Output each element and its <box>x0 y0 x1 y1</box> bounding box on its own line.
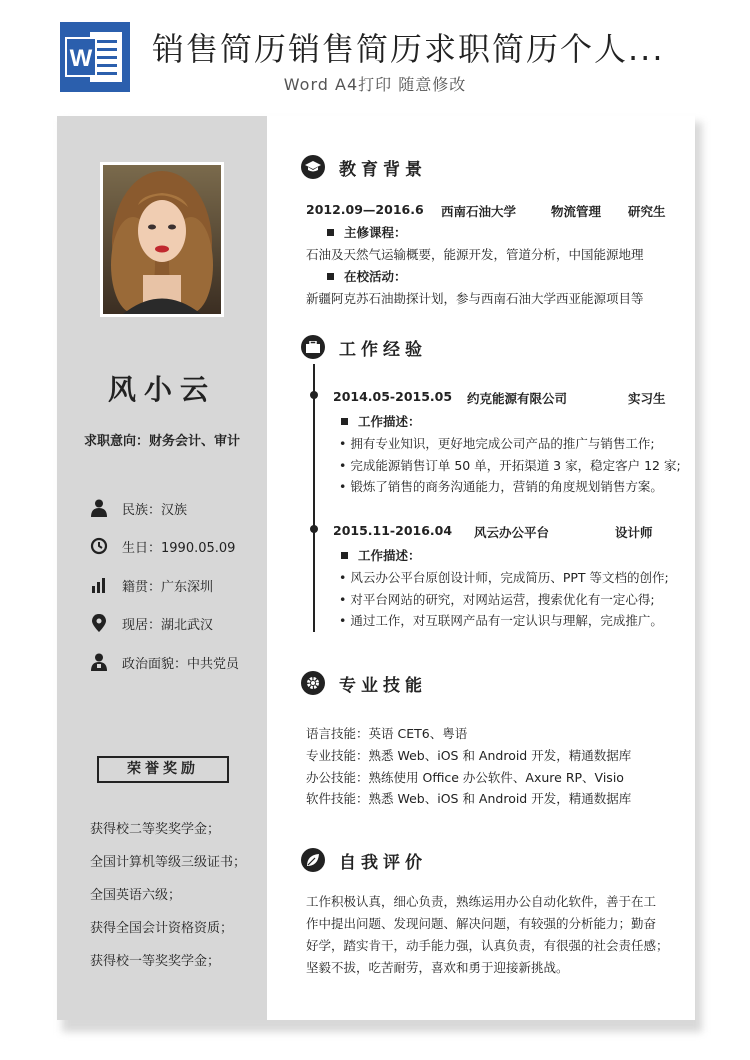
header-bar <box>0 0 750 112</box>
education-major: 物流管理 <box>551 204 602 219</box>
job-role: 设计师 <box>615 525 653 540</box>
work-timeline <box>313 364 315 632</box>
document-title: 销售简历销售简历求职简历个人... <box>152 30 665 68</box>
user-badge-icon <box>90 653 108 671</box>
courses-text: 石油及天然气运输概要，能源开发，管道分析，中国能源地理 <box>306 247 644 262</box>
job-bullet: • 对平台网站的研究，对网站运营，搜索优化有一定心得; <box>339 592 655 607</box>
courses-label: 主修课程： <box>327 223 407 241</box>
info-birthday-label: 生日：1990.05.09 <box>122 540 236 556</box>
skills-title: 专业技能 <box>339 675 427 696</box>
info-birthday <box>90 535 235 557</box>
self-eval-line: 作中提出问题、发现问题、解决问题，有较强的分析能力；勤奋 <box>306 916 657 931</box>
job-company: 约克能源有限公司 <box>467 391 568 406</box>
job-bullet: • 拥有专业知识，更好地完成公司产品的推广与销售工作; <box>339 436 655 451</box>
job-company: 风云办公平台 <box>474 525 550 540</box>
leaf-icon <box>301 848 325 872</box>
honor-item: 全国英语六级； <box>90 888 182 903</box>
education-degree: 研究生 <box>628 204 666 219</box>
job-bullet: • 锻炼了销售的商务沟通能力，营销的角度规划销售方案。 <box>339 479 663 494</box>
job-bullet: • 通过工作，对互联网产品有一定认识与理解，完成推广。 <box>339 613 663 628</box>
resume-page <box>57 116 695 1020</box>
location-pin-icon <box>90 614 108 632</box>
honor-item: 获得校一等奖奖学金； <box>90 954 221 969</box>
self-eval-line: 好学，踏实肯干，动手能力强，认真负责，有很强的社会责任感； <box>306 938 669 953</box>
chart-icon <box>90 576 108 594</box>
info-residence-label: 现居：湖北武汉 <box>122 617 214 633</box>
honor-item: 全国计算机等级三级证书； <box>90 855 247 870</box>
job-desc-label: 工作描述： <box>341 546 421 564</box>
work-heading <box>301 333 427 361</box>
job-intent: 求职意向：财务会计、审计 <box>83 434 240 449</box>
info-hometown-label: 籍贯：广东深圳 <box>122 579 214 595</box>
education-title: 教育背景 <box>339 159 427 180</box>
info-hometown <box>90 574 213 596</box>
timeline-dot <box>310 391 318 399</box>
profile-photo <box>100 162 224 317</box>
honor-item: 获得全国会计资格资质； <box>90 921 234 936</box>
job-bullet: • 风云办公平台原创设计师，完成简历、PPT 等文档的创作; <box>339 570 669 585</box>
person-icon <box>90 499 108 517</box>
self-eval-line: 坚毅不拔，吃苦耐劳，喜欢和勇于迎接新挑战。 <box>306 960 569 975</box>
portrait-illustration <box>103 165 221 314</box>
skill-item: 专业技能：熟悉 Web、iOS 和 Android 开发，精通数据库 <box>306 748 632 763</box>
info-ethnicity <box>90 497 187 519</box>
job-period: 2014.05-2015.05 <box>333 389 453 404</box>
education-school: 西南石油大学 <box>441 204 517 219</box>
birthday-icon <box>90 537 108 555</box>
self-eval-heading <box>301 846 427 874</box>
activities-label: 在校活动： <box>327 267 407 285</box>
info-political-label: 政治面貌：中共党员 <box>122 656 240 672</box>
graduation-cap-icon <box>301 155 325 179</box>
word-logo-letter: W <box>69 45 93 72</box>
work-title: 工作经验 <box>339 339 427 360</box>
info-political <box>90 651 239 673</box>
sidebar <box>57 116 267 1020</box>
job-bullet: • 完成能源销售订单 50 单，开拓渠道 3 家，稳定客户 12 家; <box>339 458 681 473</box>
self-eval-line: 工作积极认真，细心负责，熟练运用办公自动化软件，善于在工 <box>306 894 657 909</box>
info-ethnicity-label: 民族：汉族 <box>122 502 188 518</box>
document-subtitle: Word A4打印 随意修改 <box>283 75 467 94</box>
honors-heading: 荣誉奖励 <box>97 756 229 783</box>
activities-text: 新疆阿克苏石油勘探计划，参与西南石油大学西亚能源项目等 <box>306 291 644 306</box>
timeline-dot <box>310 525 318 533</box>
skill-item: 办公技能：熟练使用 Office 办公软件、Axure RP、Visio <box>306 770 624 785</box>
honor-item: 获得校二等奖奖学金； <box>90 822 221 837</box>
education-heading <box>301 153 427 181</box>
job-period: 2015.11-2016.04 <box>333 523 453 538</box>
info-residence <box>90 612 213 634</box>
gear-icon <box>301 671 325 695</box>
skill-item: 语言技能：英语 CET6、粤语 <box>306 726 468 741</box>
skills-heading <box>301 669 427 697</box>
self-eval-title: 自我评价 <box>339 852 427 873</box>
candidate-name: 风小云 <box>107 373 216 406</box>
job-role: 实习生 <box>628 391 666 406</box>
job-desc-label: 工作描述： <box>341 412 421 430</box>
skill-item: 软件技能：熟悉 Web、iOS 和 Android 开发，精通数据库 <box>306 791 632 806</box>
briefcase-icon <box>301 335 325 359</box>
education-period: 2012.09—2016.6 <box>306 202 424 217</box>
